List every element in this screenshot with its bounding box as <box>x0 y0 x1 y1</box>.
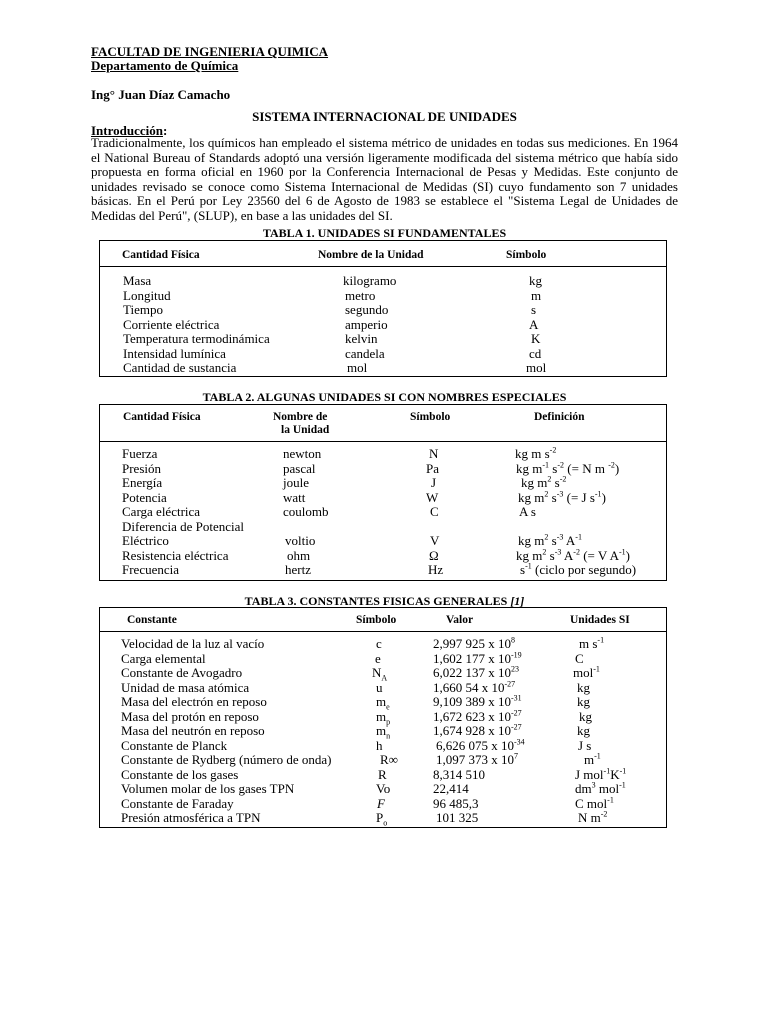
table-row: Constante de Rydberg (número de onda) R∞ 1,097 373 x $10^7$ $m^{-1}$ <box>121 751 601 767</box>
table-row: Presión atmosférica a TPN $P_o$ 101 325 N $m^{-2}$ <box>121 809 608 828</box>
table-row: Masa del electrón en reposo $m_e$ 9,109 389 x $10^{-31}$ kg <box>121 693 590 712</box>
table-row: Constante de Faraday F 96 485,3 C mol$^{-1}$ <box>121 795 614 811</box>
table-row: Corriente eléctrica amperio A <box>123 316 539 332</box>
table1-header-quantity: Cantidad Física <box>122 249 200 261</box>
definition-fuerza: kg m $s^{-2}$ <box>515 445 557 461</box>
table1-header-unit: Nombre de la Unidad <box>318 249 424 261</box>
table-row: Tiempo segundo s <box>123 302 537 317</box>
table-row: Longitud metro m <box>123 287 542 303</box>
definition-presion: kg $m^{-1}$ $s^{-2}$ (= N m $^{-2}$) <box>516 460 620 476</box>
definition-voltio: kg $m^2$ $s^{-3}$ $A^{-1}$ <box>518 532 582 548</box>
table-row: Fuerza newton N kg m $s^{-2}$ <box>122 445 557 461</box>
table2-header-quantity: Cantidad Física <box>123 411 201 423</box>
definition-energia: kg $m^2$ $s^{-2}$ <box>521 474 567 490</box>
table-row: Constante de los gases R 8,314 510 J $mol^{-1}K^{-1}$ <box>121 766 627 782</box>
table1-title: TABLA 1. UNIDADES SI FUNDAMENTALES <box>262 226 507 240</box>
table-row: Carga eléctrica coulomb C A s <box>122 504 536 519</box>
intro-paragraph: Tradicionalmente, los químicos han empleado el sistema métrico de unidades en todas sus mediciones. En 1964 el National Bureau of Standards adoptó una versión ligeramente modificada del sistema métrico que había sido propuesta en forma oficial en 1960 por la Conferencia Internacional de Pesas y Medidas. Este conjunto de unidades revisado se conoce como Sistema Internacional de Medidas (SI) cuyo fundamento son 7 unidades básicas. En el Perú por Ley 23560 del 6 de Agosto de 1983 se establece el "Sistema Legal de Unidades de Medidas del Perú", (SLUP), en base a las unidades del SI. <box>91 135 678 223</box>
table2-header-unit-line1: Nombre de <box>273 411 328 423</box>
table-row: Velocidad de la luz al vacío c 2,997 925 x $10^8$ m $s^{-1}$ <box>121 635 605 651</box>
table-row: Diferencia de Potencial <box>122 518 244 534</box>
table-row: Intensidad lumínica candela cd <box>123 345 542 361</box>
table2-header-definition: Definición <box>534 411 585 423</box>
table2-header-separator <box>100 441 666 442</box>
table-row: Temperatura termodinámica kelvin K <box>123 331 541 346</box>
table-row: Masa del neutrón en reposo $m_n$ 1,674 928 x $10^{-27}$ kg <box>121 722 590 741</box>
table-row: Masa kilogramo kg <box>123 273 542 288</box>
table-row: Masa del protón en reposo $m_p$ 1,672 623 x $10^{-27}$ kg <box>121 708 592 727</box>
author-line: Ing° Juan Díaz Camacho <box>91 87 231 102</box>
table2-header-symbol: Símbolo <box>410 411 451 423</box>
table-row: Energía joule J kg $m^2$ $s^{-2}$ <box>122 474 567 490</box>
table-row: Constante de Planck h 6,626 075 x $10^{-34}$ J s <box>121 737 592 753</box>
document-title: SISTEMA INTERNACIONAL DE UNIDADES <box>252 109 517 124</box>
definition-hertz: $s^{-1}$ (ciclo por segundo) <box>520 561 637 577</box>
table3 <box>99 607 667 828</box>
definition-ohm: kg $m^2$ $s^{-3}$ $A^{-2}$ (= V $A^{-1}$) <box>516 547 630 563</box>
table-row: Eléctrico voltio V kg $m^2$ $s^{-3}$ $A^{-1}$ <box>122 532 582 548</box>
table1-header-symbol: Símbolo <box>506 249 547 261</box>
table-row: Potencia watt W kg $m^2$ $s^{-3}$ (= J $s^{-1}$) <box>122 489 606 505</box>
definition-carga: A s <box>519 504 536 519</box>
definition-potencia: kg $m^2$ $s^{-3}$ (= J $s^{-1}$) <box>518 489 606 505</box>
table-row: Frecuencia hertz Hz $s^{-1}$ (ciclo por segundo) <box>122 561 637 577</box>
table-row: Presión pascal Pa kg $m^{-1}$ $s^{-2}$ (= N m $^{-2}$) <box>122 460 620 476</box>
table3-header-value: Valor <box>446 614 474 626</box>
table-row: Cantidad de sustancia mol mol <box>123 360 547 375</box>
table3-header-symbol: Símbolo <box>356 614 397 626</box>
department-heading: Departamento de Química <box>91 58 239 73</box>
table2-header-unit-line2: la Unidad <box>281 424 330 436</box>
table-row: Volumen molar de los gases TPN Vo 22,414 $dm^3$ mol$^{-1}$ <box>121 780 626 796</box>
table1 <box>99 240 667 377</box>
table-row: Carga elemental e 1,602 177 x $10^{-19}$ C <box>121 650 584 666</box>
table-row: Resistencia eléctrica ohm Ω kg $m^2$ $s^{-3}$ $A^{-2}$ (= V $A^{-1}$) <box>122 547 630 563</box>
intro-heading: Introducción: <box>91 123 168 138</box>
table3-header-constant: Constante <box>127 614 177 626</box>
table3-header-units: Unidades SI <box>570 614 630 626</box>
table2-title: TABLA 2. ALGUNAS UNIDADES SI CON NOMBRES ESPECIALES <box>202 390 567 404</box>
table-row: Constante de Avogadro $N_A$ 6,022 137 x $10^{23}$ mol$^{-1}$ <box>121 664 600 683</box>
table3-header-separator <box>100 631 666 632</box>
table3-title: TABLA 3. CONSTANTES FISICAS GENERALES [1] <box>244 594 525 608</box>
table2 <box>99 404 667 581</box>
table1-header-separator <box>100 266 666 267</box>
faculty-heading: FACULTAD DE INGENIERIA QUIMICA <box>91 44 329 59</box>
table-row: Unidad de masa atómica u 1,660 54 x $10^{-27}$ kg <box>121 679 590 695</box>
